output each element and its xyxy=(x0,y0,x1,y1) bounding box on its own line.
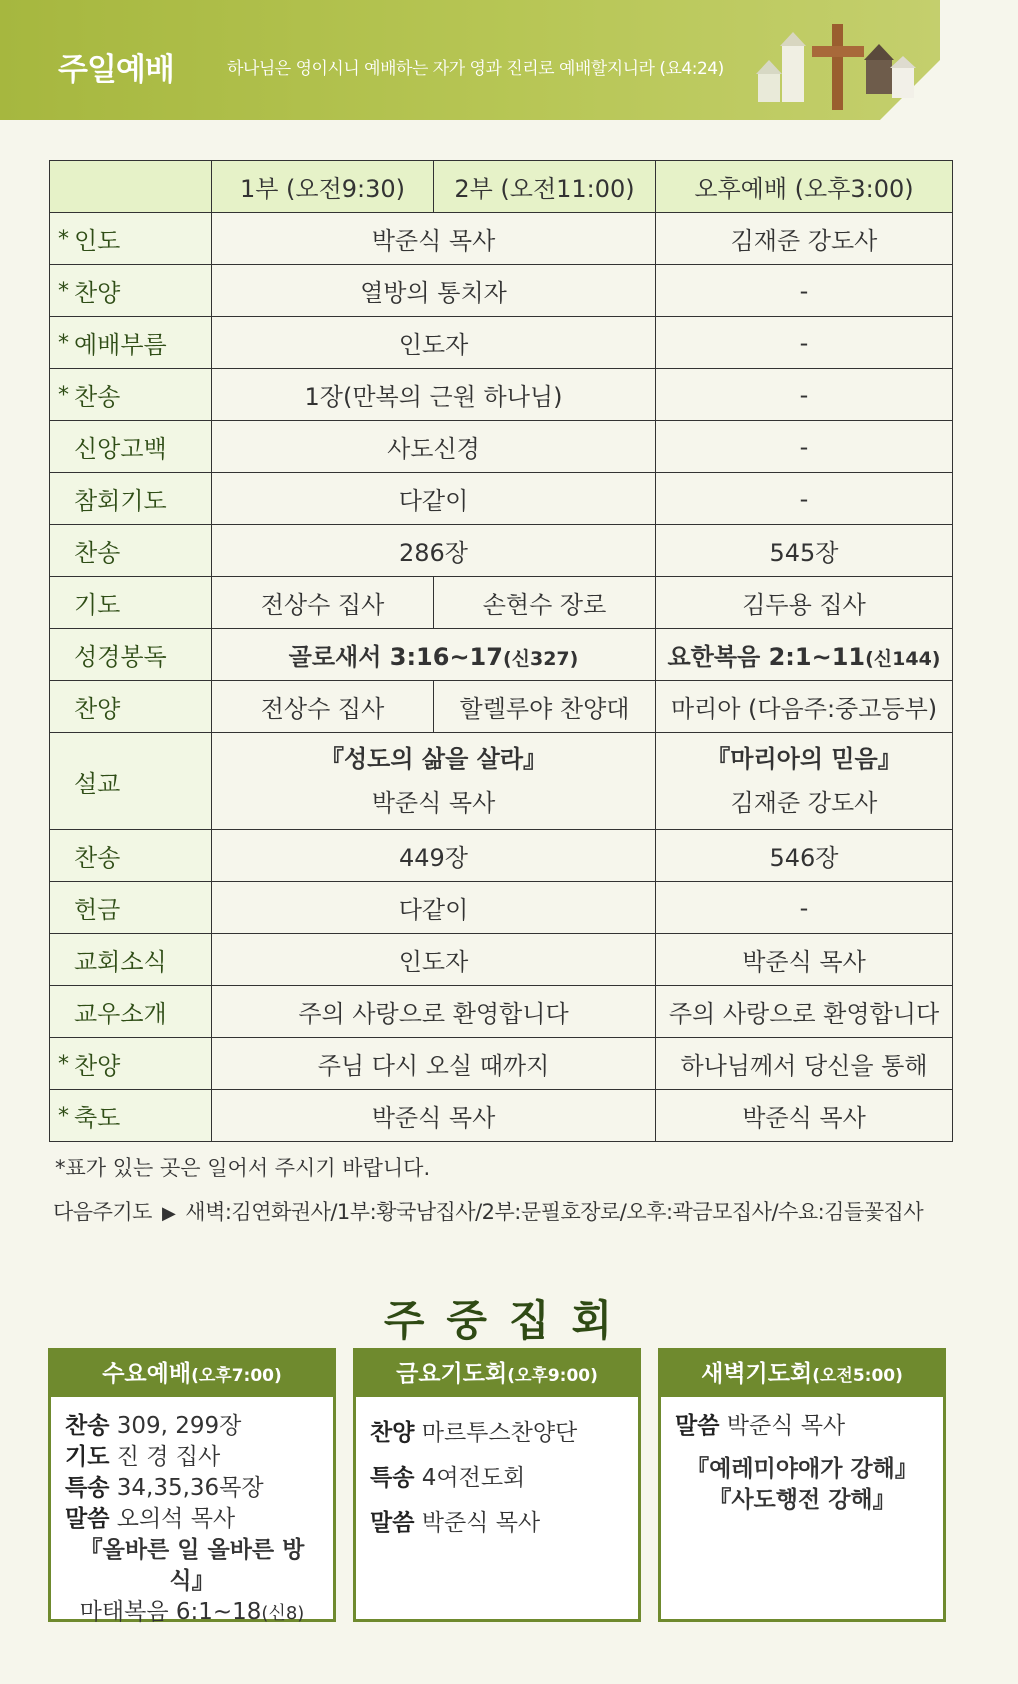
table-row xyxy=(50,986,953,1038)
row-label: 기도 xyxy=(50,577,212,629)
row-label: * 찬양 xyxy=(50,1038,212,1090)
row-label: 교우소개 xyxy=(50,986,212,1038)
cell-morning: 주님 다시 오실 때까지 xyxy=(212,1038,656,1090)
list-item: 말씀 오의석 목사 xyxy=(65,1506,236,1532)
sermon-speaker: 박준식 목사 xyxy=(371,789,496,817)
cell-afternoon: 546장 xyxy=(656,830,953,882)
page-title: 주일예배 xyxy=(58,52,174,88)
house-roof-2 xyxy=(780,32,806,46)
list-item: 기도 진 경 집사 xyxy=(65,1444,221,1470)
cell-afternoon: - xyxy=(656,265,953,317)
cell-morning: 449장 xyxy=(212,830,656,882)
cell-morning: 인도자 xyxy=(212,317,656,369)
cell-second-service: 손현수 장로 xyxy=(434,577,656,629)
dawn-prayer-box xyxy=(658,1348,946,1622)
cell-morning: 1장(만복의 근원 하나님) xyxy=(212,369,656,421)
table-header-row xyxy=(50,161,953,213)
cell-morning: 박준식 목사 xyxy=(212,213,656,265)
cell-first-service: 전상수 집사 xyxy=(212,577,434,629)
cell-afternoon: 박준식 목사 xyxy=(656,934,953,986)
cell-morning: 골로새서 3:16~17(신327) xyxy=(212,629,656,681)
cell-morning: 주의 사랑으로 환영합니다 xyxy=(212,986,656,1038)
table-row xyxy=(50,882,953,934)
cell-afternoon: - xyxy=(656,421,953,473)
sermon-speaker: 김재준 강도사 xyxy=(730,789,878,817)
arrow-right-icon: ▶ xyxy=(161,1203,176,1224)
row-label: 교회소식 xyxy=(50,934,212,986)
table-row xyxy=(50,830,953,882)
table-row xyxy=(50,369,953,421)
next-prayer-text: 새벽:김연화권사/1부:황국남집사/2부:문필호장로/오후:곽금모집사/수요:김들꽃집사 xyxy=(185,1200,924,1224)
table-row xyxy=(50,525,953,577)
list-item: 특송 34,35,36목장 xyxy=(65,1475,264,1501)
list-item: 찬양 마르투스찬양단 xyxy=(370,1420,578,1446)
house-small-2 xyxy=(782,46,804,102)
row-label: 찬송 xyxy=(50,525,212,577)
box-header: 수요예배(오후7:00) xyxy=(51,1351,333,1397)
table-row xyxy=(50,421,953,473)
list-item: 찬송 309, 299장 xyxy=(65,1413,242,1439)
table-row xyxy=(50,213,953,265)
sermon-title: 『사도행전 강해』 xyxy=(708,1487,896,1513)
row-label: * 축도 xyxy=(50,1090,212,1142)
scripture: 마태복음 6:1~18(신8) xyxy=(79,1599,305,1625)
church-cross-decoration xyxy=(752,16,922,116)
sermon-title: 『마리아의 믿음』 xyxy=(706,745,902,773)
row-label: 참회기도 xyxy=(50,473,212,525)
house-dark-roof xyxy=(864,44,894,60)
wednesday-service-box xyxy=(48,1348,336,1625)
cell-morning: 사도신경 xyxy=(212,421,656,473)
cell-morning: 286장 xyxy=(212,525,656,577)
header-cell-empty xyxy=(50,161,212,213)
cell-afternoon: 주의 사랑으로 환영합니다 xyxy=(656,986,953,1038)
cell-second-service: 할렐루야 찬양대 xyxy=(434,681,656,733)
sermon-title: 『올바른 일 올바른 방식』 xyxy=(79,1537,305,1594)
house-light-roof xyxy=(890,56,916,68)
header-cell-second: 2부 (오전11:00) xyxy=(434,161,656,213)
cell-first-service: 전상수 집사 xyxy=(212,681,434,733)
house-dark xyxy=(866,60,892,94)
header-verse: 하나님은 영이시니 예배하는 자가 영과 진리로 예배할지니라 (요4:24) xyxy=(227,59,724,79)
sermon-title: 『성도의 삶을 살라』 xyxy=(320,745,547,773)
cell-afternoon-sermon xyxy=(656,733,953,830)
cell-morning: 다같이 xyxy=(212,473,656,525)
box-header: 새벽기도회(오전5:00) xyxy=(661,1351,943,1397)
house-light xyxy=(892,68,914,98)
row-label: 성경봉독 xyxy=(50,629,212,681)
cell-afternoon: 박준식 목사 xyxy=(656,1090,953,1142)
cell-afternoon: - xyxy=(656,882,953,934)
cross-horizontal xyxy=(812,46,864,57)
table-row xyxy=(50,317,953,369)
house-small-1 xyxy=(758,74,780,102)
friday-prayer-box xyxy=(353,1348,641,1622)
next-week-prayer xyxy=(53,1196,923,1226)
table-row xyxy=(50,473,953,525)
row-label: 신앙고백 xyxy=(50,421,212,473)
table-row xyxy=(50,1038,953,1090)
row-label: * 찬양 xyxy=(50,265,212,317)
table-row xyxy=(50,1090,953,1142)
table-row xyxy=(50,629,953,681)
row-label: 설교 xyxy=(50,733,212,830)
cell-morning: 다같이 xyxy=(212,882,656,934)
cross-vertical xyxy=(832,24,843,110)
section-title: 주중집회 xyxy=(383,1296,635,1345)
header-cell-first: 1부 (오전9:30) xyxy=(212,161,434,213)
list-item: 말씀 박준식 목사 xyxy=(370,1510,541,1536)
box-header: 금요기도회(오후9:00) xyxy=(356,1351,638,1397)
row-label: 찬양 xyxy=(50,681,212,733)
cell-afternoon: 김두용 집사 xyxy=(656,577,953,629)
table-row-sermon xyxy=(50,733,953,830)
list-item: 특송 4여전도회 xyxy=(370,1465,526,1491)
box-body xyxy=(661,1397,943,1530)
cell-afternoon: - xyxy=(656,317,953,369)
cell-afternoon: 마리아 (다음주:중고등부) xyxy=(656,681,953,733)
cell-morning: 박준식 목사 xyxy=(212,1090,656,1142)
cell-afternoon: 하나님께서 당신을 통해 xyxy=(656,1038,953,1090)
sunday-service-table xyxy=(49,160,953,1142)
house-roof-1 xyxy=(756,60,782,74)
cell-afternoon: - xyxy=(656,473,953,525)
standing-note: *표가 있는 곳은 일어서 주시기 바랍니다. xyxy=(55,1156,431,1180)
cell-morning: 인도자 xyxy=(212,934,656,986)
list-item: 말씀 박준식 목사 xyxy=(675,1413,846,1439)
row-label: * 찬송 xyxy=(50,369,212,421)
table-row xyxy=(50,934,953,986)
cell-morning-sermon xyxy=(212,733,656,830)
box-body xyxy=(356,1397,638,1560)
table-row xyxy=(50,265,953,317)
box-body xyxy=(51,1397,333,1643)
cell-afternoon: 요한복음 2:1~11(신144) xyxy=(656,629,953,681)
table-row xyxy=(50,577,953,629)
sermon-title: 『예레미야애가 강해』 xyxy=(686,1456,918,1482)
cell-afternoon: 545장 xyxy=(656,525,953,577)
table-row xyxy=(50,681,953,733)
cell-morning: 열방의 통치자 xyxy=(212,265,656,317)
header-cell-afternoon: 오후예배 (오후3:00) xyxy=(656,161,953,213)
cell-afternoon: - xyxy=(656,369,953,421)
row-label: * 인도 xyxy=(50,213,212,265)
cell-afternoon: 김재준 강도사 xyxy=(656,213,953,265)
next-prayer-label: 다음주기도 xyxy=(53,1200,152,1224)
row-label: 헌금 xyxy=(50,882,212,934)
row-label: 찬송 xyxy=(50,830,212,882)
row-label: * 예배부름 xyxy=(50,317,212,369)
